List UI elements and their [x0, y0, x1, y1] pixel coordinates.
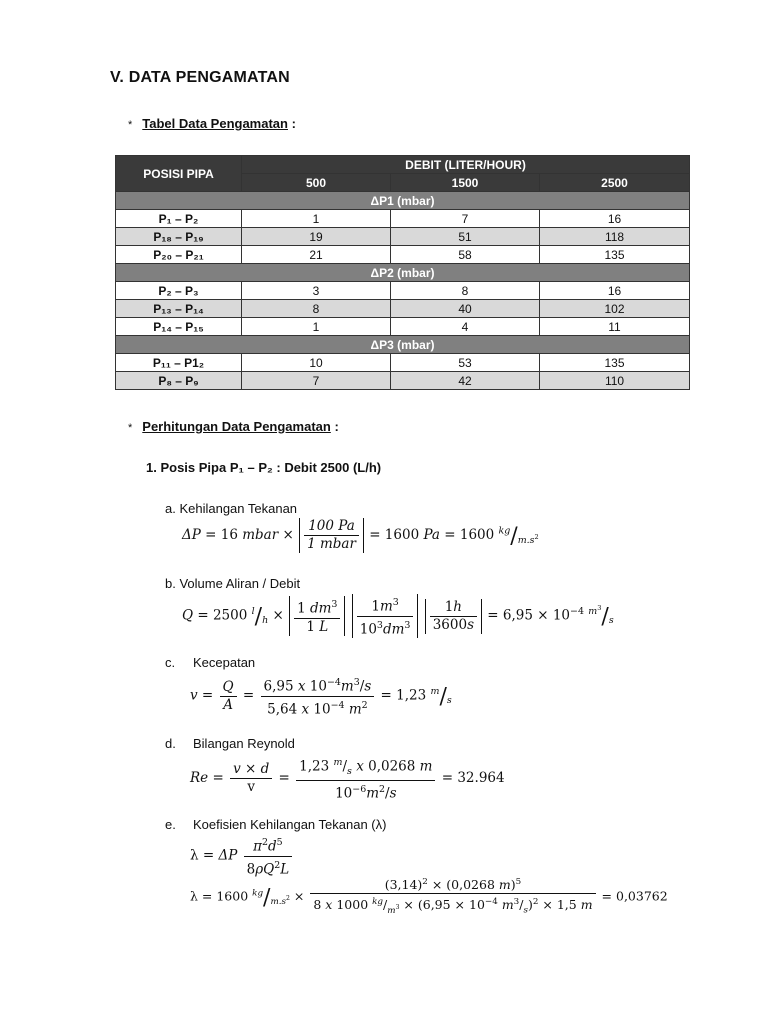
bullet-star-icon: * [128, 119, 133, 131]
table-row: P₂ – P₃ 3 8 16 [116, 282, 690, 300]
header-posisi-pipa: POSISI PIPA [116, 156, 242, 192]
header-debit: DEBIT (LITER/HOUR) [242, 156, 690, 174]
sub-b-label: b. Volume Aliran / Debit [165, 576, 301, 591]
header-debit-1500: 1500 [391, 174, 540, 192]
bullet-star-icon: * [128, 422, 133, 434]
sub-e-text: Koefisien Kehilangan Tekanan (λ) [193, 817, 387, 832]
table-row: P₁₄ – P₁₅ 1 4 11 [116, 318, 690, 336]
group-dp3-label: ΔP3 (mbar) [116, 336, 690, 354]
equation-flow-rate: Q = 2500 $^l/_h$ × $\frac{1 dm^3}{1 L}$ $\frac{1m^3}{10^3dm^3}$ $\frac{1h}{3600s}$ = $6,95 \times 10^{-4}$ $^{m^3}/_s$ [182, 594, 614, 638]
table-row: P₁ – P₂ 1 7 16 [116, 210, 690, 228]
header-debit-2500: 2500 [540, 174, 690, 192]
table-heading: Tabel Data Pengamatan [142, 116, 288, 131]
equation-reynolds: Re = $\frac{v \times d}{v}$ = $\frac{1,23 ^m/_s x 0,0268 m}{10^{-6}m^2/s}$ = 32.964 [190, 754, 505, 803]
table-row: P₁₁ – P1₂ 10 53 135 [116, 354, 690, 372]
calc-heading-line: * Perhitungan Data Pengamatan : [128, 419, 339, 434]
equation-lambda-formula: λ = ΔP $\frac{\pi^2d^5}{8\rho Q^2L}$ [190, 834, 294, 878]
equation-velocity: v = $\frac{Q}{A}$ = $\frac{6,95 x 10^{-4}m^3/s}{5,64 x 10^{-4} m^2}$ = 1,23 $^m/_s$ [190, 674, 452, 718]
equation-lambda-value: λ = 1600 $^{kg}/_{m.s^2}$ × $\frac{(3,14)^2 \times (0,0268 m)^5}{8 x 1000 ^{kg}/_{m^3} \times (6,95 \times 10^{-4} m^3/_s)^2 \times 1,5 m}$ = 0,03762 [190, 874, 668, 920]
sub-c-text: Kecepatan [193, 655, 256, 670]
sub-d-text: Bilangan Reynold [193, 736, 295, 751]
sub-e-label: e. [165, 817, 176, 832]
observation-table [115, 155, 690, 390]
header-debit-500: 500 [242, 174, 391, 192]
sub-d-label: d. [165, 736, 176, 751]
equation-pressure-loss: ΔP = 16 mbar × $\frac{100 Pa}{\text{1 mbar}}$ = 1600 Pa = 1600 $^{kg}/_{m.s^2}$ [182, 518, 539, 552]
sub-c-label: c. [165, 655, 176, 670]
group-dp1-label: ΔP1 (mbar) [116, 192, 690, 210]
table-row: P₈ – P₉ 7 42 110 [116, 372, 690, 390]
section-title: V. DATA PENGAMATAN [110, 69, 290, 86]
calc-heading: Perhitungan Data Pengamatan [142, 419, 331, 434]
table-row: P₂₀ – P₂₁ 21 58 135 [116, 246, 690, 264]
sub-a-label: a. Kehilangan Tekanan [165, 501, 298, 516]
item-1-heading: 1. Posis Pipa P₁ – P₂ : Debit 2500 (L/h) [146, 460, 382, 475]
table-row: P₁₃ – P₁₄ 8 40 102 [116, 300, 690, 318]
group-dp2-label: ΔP2 (mbar) [116, 264, 690, 282]
table-heading-line: * Tabel Data Pengamatan : [128, 116, 296, 131]
table-row: P₁₈ – P₁₉ 19 51 118 [116, 228, 690, 246]
